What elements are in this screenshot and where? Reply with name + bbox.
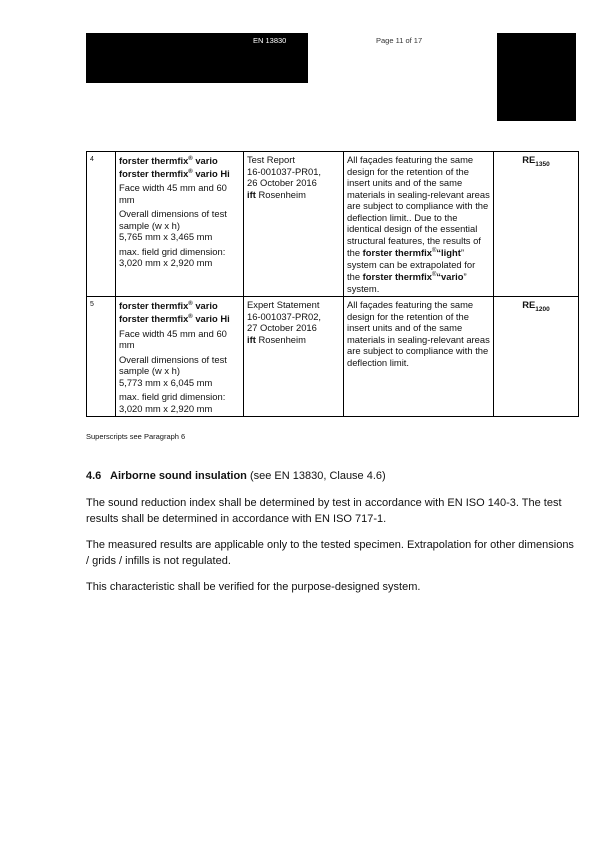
grid-dimension-label: max. field grid dimension:	[119, 391, 226, 402]
classification-cell: $RE_{1200}$	[494, 297, 579, 417]
overall-dimensions-label: Overall dimensions of test sample (w x h)	[119, 353, 227, 376]
grid-dimension-label: max. field grid dimension:	[119, 245, 226, 257]
header-standard: EN 13830	[253, 36, 287, 45]
product-name: forster thermfix® vario	[119, 155, 218, 167]
table-row	[87, 152, 579, 297]
row-number: 5	[87, 297, 116, 417]
redacted-stamp-block	[497, 33, 576, 121]
section-reference: (see EN 13830, Clause 4.6)	[246, 470, 386, 482]
section-number: 4.6	[86, 470, 102, 482]
product-cell	[116, 152, 244, 297]
document-type: Test Report	[247, 154, 295, 165]
test-results-table	[86, 151, 579, 417]
grid-dimension-value: 3,020 mm x 2,920 mm	[119, 257, 213, 269]
product-name: forster thermfix® vario Hi	[119, 313, 230, 324]
document-type: Expert Statement	[247, 299, 320, 311]
scope-cell: All façades featuring the same design for the retention of the insert units and of the same materials in sealing-relevant areas are subject to compliance with the deflection limit.. Due to the identical design of the essential structural features, the results of the forster thermfix®“light” system can be extrapolated for the forster thermfix®“vario” system.	[344, 152, 494, 297]
overall-dimensions-label: Overall dimensions of test sample (w x h)	[119, 208, 227, 231]
header-page-number: Page 11 of 17	[376, 36, 423, 45]
section-title: Airborne sound insulation	[110, 470, 247, 482]
overall-dimensions-value: 5,773 mm x 6,045 mm	[119, 376, 213, 388]
product-name: forster thermfix® vario Hi	[119, 167, 230, 179]
product-cell	[116, 297, 244, 417]
document-lab: ift Rosenheim	[247, 188, 306, 200]
document-number: 16-001037-PR02,	[247, 310, 322, 322]
table-row	[87, 297, 579, 417]
section-heading	[86, 470, 386, 482]
document-lab: ift Rosenheim	[247, 333, 306, 345]
body-paragraph: The measured results are applicable only to the tested specimen. Extrapolation for other dimensions / grids / infills is not regulated.	[86, 539, 574, 567]
document-number: 16-001037-PR01,	[247, 165, 322, 177]
face-width: Face width 45 mm and 60 mm	[119, 182, 227, 205]
document-cell	[244, 297, 344, 417]
superscripts-note: Superscripts see Paragraph 6	[86, 432, 186, 441]
grid-dimension-value: 3,020 mm x 2,920 mm	[119, 402, 213, 414]
classification-cell: $RE_{1350}$	[494, 152, 579, 297]
row-number: 4	[87, 152, 116, 297]
body-paragraph: The sound reduction index shall be determined by test in accordance with EN ISO 140-3. The test results shall be determined in accordance with EN ISO 717-1.	[86, 497, 562, 525]
scope-cell: All façades featuring the same design for the retention of the insert units and of the same materials in sealing-relevant areas are subject to compliance with the deflection limit.	[344, 297, 494, 417]
face-width: Face width 45 mm and 60 mm	[119, 327, 227, 350]
document-date: 26 October 2016	[247, 177, 317, 188]
overall-dimensions-value: 5,765 mm x 3,465 mm	[119, 231, 213, 243]
body-paragraph: This characteristic shall be verified for the purpose-designed system.	[86, 581, 421, 593]
document-date: 27 October 2016	[247, 322, 317, 334]
product-name: forster thermfix® vario	[119, 300, 218, 312]
document-cell	[244, 152, 344, 297]
